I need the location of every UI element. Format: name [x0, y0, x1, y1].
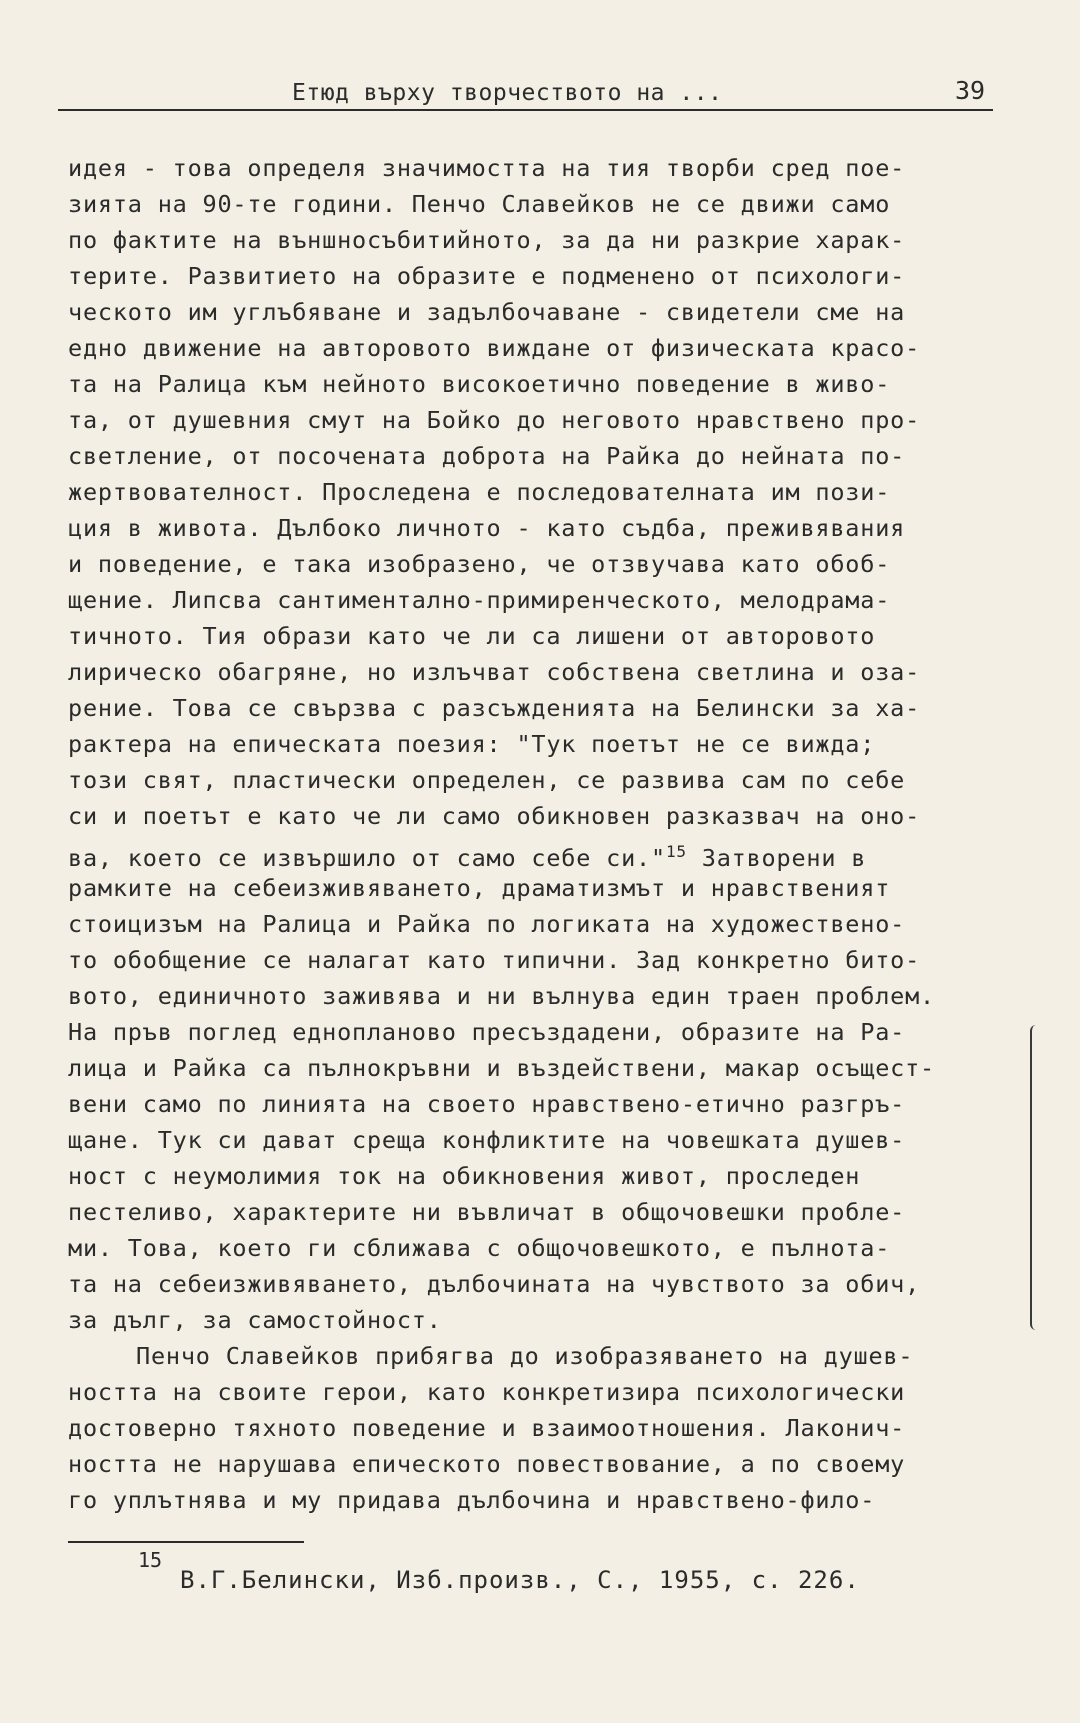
text-line: зията на 90-те години. Пенчо Славейков не се движи само — [68, 190, 891, 218]
running-header: Етюд върху творчеството на ... — [292, 80, 723, 106]
text-line: достоверно тяхното поведение и взаимоотношения. Лаконич- — [68, 1414, 906, 1442]
text-line: го уплътнява и му придава дълбочина и нравствено-фило- — [68, 1486, 876, 1514]
text-line: ческото им углъбяване и задълбочаване - свидетели сме на — [68, 298, 906, 326]
body-text — [68, 150, 1008, 1518]
text-line: и поведение, е така изобразено, че отзвучава като обоб- — [68, 550, 891, 578]
text-line: тичното. Тия образи като че ли са лишени от авторовото — [68, 622, 876, 650]
text-line: вени само по линията на своето нравствено-етично разгръ- — [68, 1090, 906, 1118]
text-line: едно движение на авторовото виждане от физическата красо- — [68, 334, 921, 362]
footnote-rule — [68, 1541, 304, 1543]
text-line: идея - това определя значимостта на тия творби сред пое- — [68, 154, 906, 182]
text-line: та на себеизживяването, дълбочината на чувството за обич, — [68, 1270, 921, 1298]
text-line: по фактите на външносъбитийното, за да ни разкрие харак- — [68, 226, 906, 254]
text-line: ност с неумолимия ток на обикновения живот, проследен — [68, 1162, 861, 1190]
text-line: щение. Липсва сантиментално-примиренческото, мелодрама- — [68, 586, 891, 614]
text-line: пестеливо, характерите ни въвличат в общочовешки пробле- — [68, 1198, 906, 1226]
page-number: 39 — [955, 76, 986, 105]
text-line: щане. Тук си дават среща конфликтите на човешката душев- — [68, 1126, 906, 1154]
header-rule — [58, 109, 993, 111]
text-line: лица и Райка са пълнокръвни и въздействени, макар осъщест- — [68, 1054, 935, 1082]
text-line: то обобщение се налагат като типични. Зад конкретно бито- — [68, 946, 921, 974]
footnote-reference: 15 — [665, 842, 687, 861]
margin-pencil-mark — [1030, 1025, 1046, 1330]
text-line: лирическо обагряне, но излъчват собствена светлина и оза- — [68, 658, 921, 686]
quote-after: Затворени в — [686, 843, 867, 872]
text-line: ността на своите герои, като конкретизира психологически — [68, 1378, 906, 1406]
text-line: та, от душевния смут на Бойко до неговото нравствено про- — [68, 406, 921, 434]
text-line-with-footnote — [68, 834, 1008, 870]
text-line: терите. Развитието на образите е подменено от психологи- — [68, 262, 906, 290]
text-line: жертвователност. Проследена е последователната им пози- — [68, 478, 891, 506]
text-line: рактера на епическата поезия: "Тук поетът не се вижда; — [68, 730, 876, 758]
text-line: вото, единичното заживява и ни вълнува един траен проблем. — [68, 982, 935, 1010]
text-line: ността не нарушава епическото повествование, а по своему — [68, 1450, 906, 1478]
text-line: рение. Това се свързва с разсъжденията на Белински за ха- — [68, 694, 921, 722]
text-line: си и поетът е като че ли само обикновен разказвач на оно- — [68, 802, 921, 830]
text-line: този свят, пластически определен, се развива сам по себе — [68, 766, 906, 794]
text-line: рамките на себеизживяването, драматизмът и нравственият — [68, 874, 891, 902]
footnote-number: 15 — [138, 1548, 163, 1572]
text-line: за дълг, за самостойност. — [68, 1306, 442, 1334]
footnote-text: В.Г.Белински, Изб.произв., С., 1955, с. 226. — [180, 1566, 860, 1594]
text-line: та на Ралица към нейното високоетично поведение в живо- — [68, 370, 891, 398]
text-line: ми. Това, което ги сближава с общочовешкото, е пълнота- — [68, 1234, 891, 1262]
text-line: стоицизъм на Ралица и Райка по логиката на художествено- — [68, 910, 906, 938]
text-line: На пръв поглед еднопланово пресъздадени, образите на Ра- — [68, 1018, 906, 1046]
quote-end: ва, което се извършило от само себе си." — [68, 843, 666, 872]
text-line-indented: Пенчо Славейков прибягва до изобразяването на душев- — [136, 1342, 914, 1370]
text-line: светление, от посочената доброта на Райка до нейната по- — [68, 442, 906, 470]
text-line: ция в живота. Дълбоко личното - като съдба, преживявания — [68, 514, 906, 542]
